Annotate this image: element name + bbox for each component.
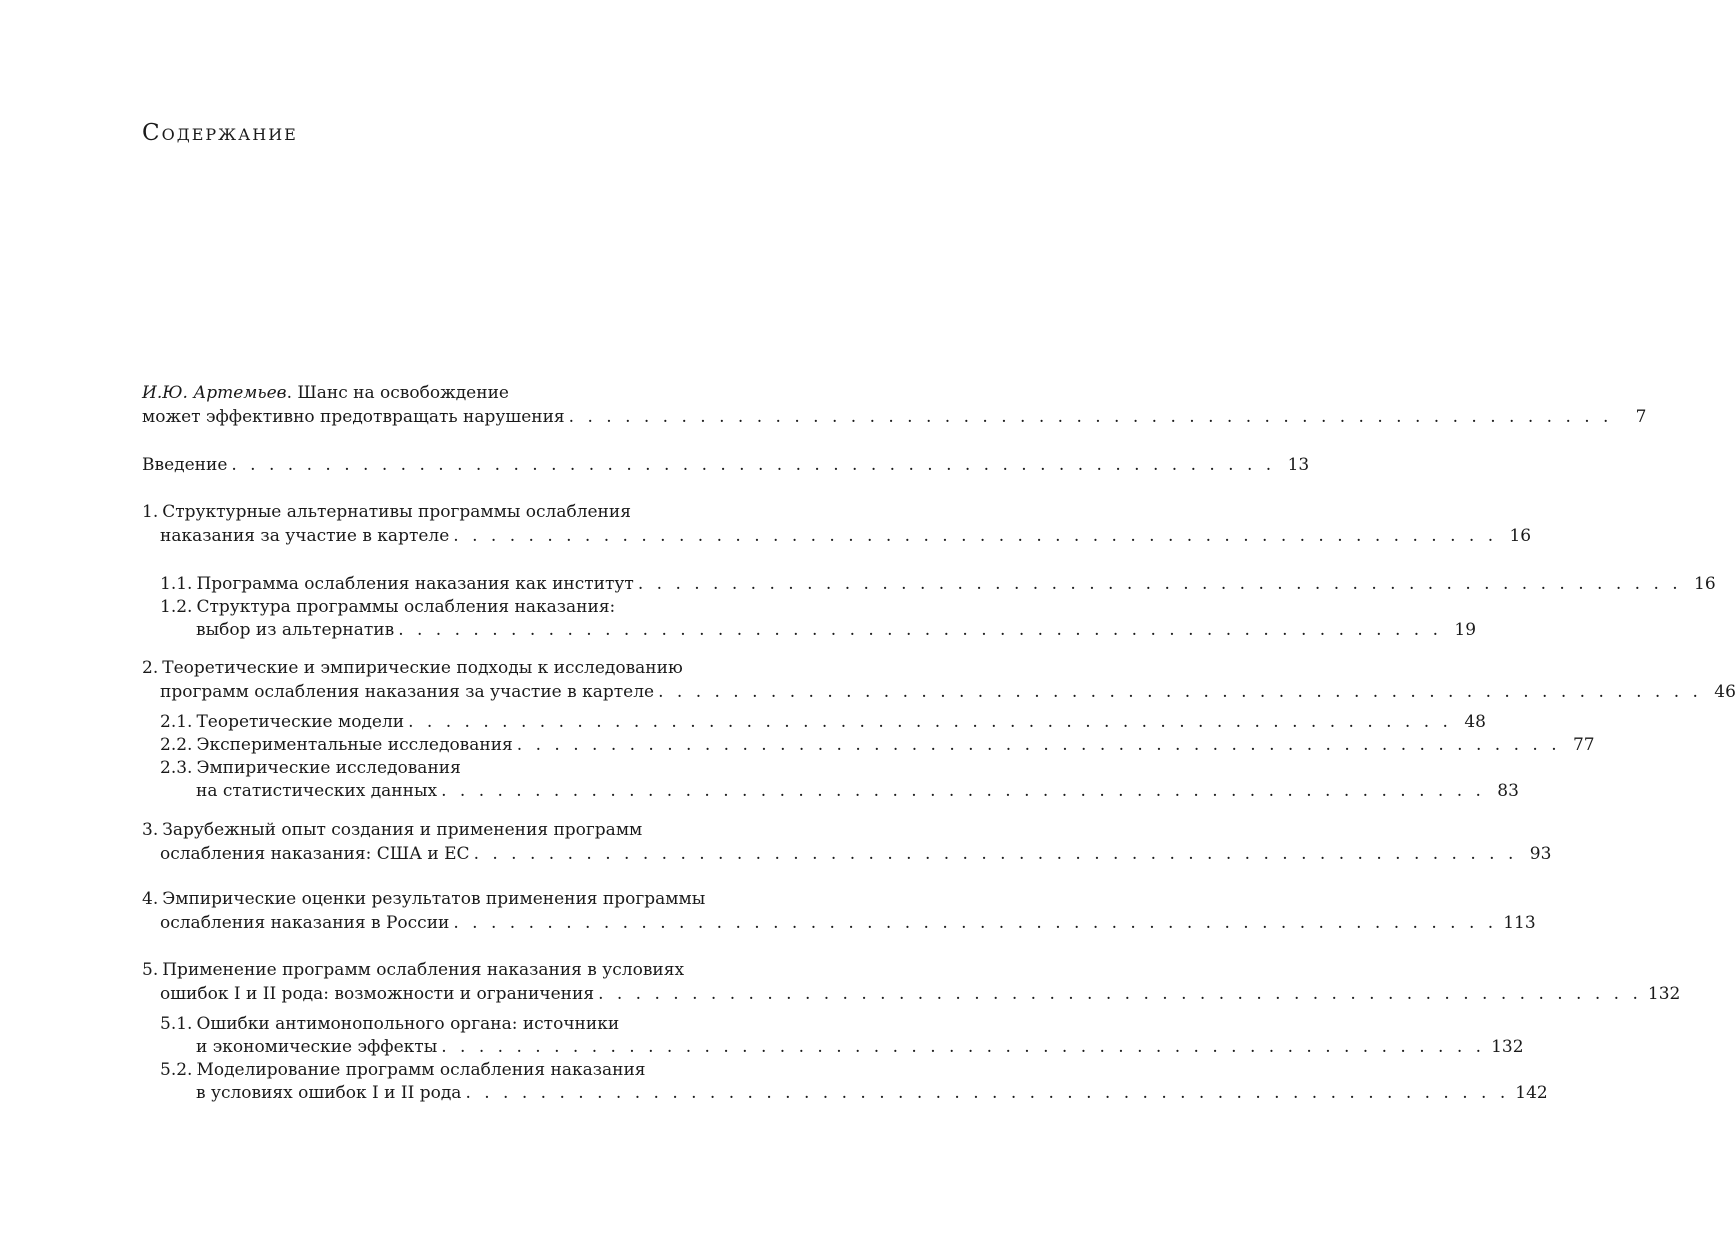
section-title-part2: выбор из альтернатив	[196, 620, 395, 640]
chapter-number: 1.	[142, 502, 159, 522]
toc-entry-ch1-s1[interactable]	[160, 572, 1716, 596]
page-number: 19	[1454, 620, 1477, 640]
page-number: 77	[1572, 735, 1595, 755]
chapter-title-part2: ослабления наказания в России	[160, 913, 450, 933]
toc-entry-ch2-line1	[142, 656, 730, 680]
toc-entry-intro[interactable]	[142, 453, 1310, 477]
section-number: 1.2.	[160, 597, 193, 617]
toc-entry-ch3-line1	[142, 818, 730, 842]
chapter-title-part2: ослабления наказания: США и ЕС	[160, 844, 470, 864]
toc-entry-ch2[interactable]	[160, 680, 1736, 704]
toc-entry-preface[interactable]	[142, 405, 1647, 429]
chapter-title-part2: ошибок I и II рода: возможности и ограничения	[160, 984, 595, 1004]
toc-entry-ch2-s2[interactable]	[160, 733, 1595, 757]
toc-entry-ch2-s1[interactable]	[160, 710, 1486, 734]
section-title-part2: и экономические эффекты	[196, 1037, 438, 1057]
toc-entry-ch1-s2[interactable]	[196, 618, 1477, 642]
leader-dots: . . . . . . . . . . . . . . . . . . . . . . . . . . . . . . . . . . . . . . . . . . . . . . . . . . . . . . . .	[516, 735, 1561, 755]
section-number: 5.1.	[160, 1014, 193, 1034]
leader-dots: . . . . . . . . . . . . . . . . . . . . . . . . . . . . . . . . . . . . . . . . . . . . . . . . . . . . . . . .	[473, 844, 1518, 864]
page-number: 46	[1714, 682, 1736, 702]
page-number: 48	[1464, 712, 1486, 732]
toc-entry-ch2-s3-line1	[160, 756, 730, 780]
leader-dots: . . . . . . . . . . . . . . . . . . . . . . . . . . . . . . . . . . . . . . . . . . . . . . . . . . . . . . . .	[568, 407, 1613, 427]
leader-dots: . . . . . . . . . . . . . . . . . . . . . . . . . . . . . . . . . . . . . . . . . . . . . . . . . . . . . . . .	[598, 984, 1642, 1004]
page-number: 142	[1515, 1083, 1548, 1103]
section-number: 2.2.	[160, 735, 193, 755]
section-title-part1: Ошибки антимонопольного органа: источники	[196, 1014, 620, 1034]
toc-entry-ch1-line1	[142, 500, 730, 524]
toc-entry-ch5-s2[interactable]	[196, 1081, 1548, 1105]
toc-entry-ch5[interactable]	[160, 982, 1681, 1006]
chapter-number: 2.	[142, 658, 159, 678]
page-number: 132	[1647, 984, 1681, 1004]
page-title: Содержание	[142, 120, 298, 146]
leader-dots: . . . . . . . . . . . . . . . . . . . . . . . . . . . . . . . . . . . . . . . . . . . . . . . . . . . . . . . .	[465, 1083, 1510, 1103]
toc-entry-ch5-s1-line1	[160, 1012, 730, 1036]
toc-entry-ch1[interactable]	[160, 524, 1532, 548]
page-number: 83	[1497, 781, 1519, 801]
toc-entry-ch5-s2-line1	[160, 1058, 730, 1082]
leader-dots: . . . . . . . . . . . . . . . . . . . . . . . . . . . . . . . . . . . . . . . . . . . . . . . . . . . . . . . .	[637, 574, 1682, 594]
chapter-title-part1: Применение программ ослабления наказания в условиях	[162, 960, 685, 980]
toc-entry-ch4-line1	[142, 887, 730, 911]
preface-title-part2: может эффективно предотвращать нарушения	[142, 407, 565, 427]
chapter-title-part1: Зарубежный опыт создания и применения программ	[162, 820, 643, 840]
leader-dots: . . . . . . . . . . . . . . . . . . . . . . . . . . . . . . . . . . . . . . . . . . . . . . . . . . . . . . . .	[453, 526, 1498, 546]
toc-entry-ch2-s3[interactable]	[196, 779, 1519, 803]
page-number: 93	[1529, 844, 1552, 864]
intro-title: Введение	[142, 455, 228, 475]
page-number: 16	[1509, 526, 1532, 546]
page-number: 16	[1694, 574, 1716, 594]
toc-entry-ch3[interactable]	[160, 842, 1552, 866]
page-number: 13	[1287, 455, 1310, 475]
section-title-part2: в условиях ошибок I и II рода	[196, 1083, 462, 1103]
leader-dots: . . . . . . . . . . . . . . . . . . . . . . . . . . . . . . . . . . . . . . . . . . . . . . . . . . . . . . . .	[231, 455, 1276, 475]
section-title-part1: Структура программы ослабления наказания:	[196, 597, 616, 617]
chapter-title-part1: Эмпирические оценки результатов применения программы	[162, 889, 706, 909]
page-number: 7	[1635, 407, 1647, 427]
page-number: 113	[1503, 913, 1536, 933]
preface-title-part1: . Шанс на освобождение	[286, 383, 509, 403]
chapter-number: 3.	[142, 820, 159, 840]
section-title: Программа ослабления наказания как институт	[196, 574, 634, 594]
leader-dots: . . . . . . . . . . . . . . . . . . . . . . . . . . . . . . . . . . . . . . . . . . . . . . . . . . . . . . . .	[453, 913, 1498, 933]
toc-entry-ch5-s1[interactable]	[196, 1035, 1524, 1059]
section-number: 2.3.	[160, 758, 193, 778]
leader-dots: . . . . . . . . . . . . . . . . . . . . . . . . . . . . . . . . . . . . . . . . . . . . . . . . . . . . . . . .	[658, 682, 1702, 702]
section-number: 5.2.	[160, 1060, 193, 1080]
toc-entry-preface-line1	[142, 381, 730, 405]
chapter-number: 5.	[142, 960, 159, 980]
section-title: Теоретические модели	[196, 712, 405, 732]
chapter-title-part2: наказания за участие в картеле	[160, 526, 450, 546]
leader-dots: . . . . . . . . . . . . . . . . . . . . . . . . . . . . . . . . . . . . . . . . . . . . . . . . . . . . . . . .	[441, 1037, 1486, 1057]
section-number: 1.1.	[160, 574, 193, 594]
leader-dots: . . . . . . . . . . . . . . . . . . . . . . . . . . . . . . . . . . . . . . . . . . . . . . . . . . . . . . . .	[441, 781, 1485, 801]
toc-entry-ch1-s2-line1	[160, 595, 730, 619]
toc-entry-ch4[interactable]	[160, 911, 1536, 935]
section-title-part2: на статистических данных	[196, 781, 438, 801]
page-number: 132	[1491, 1037, 1524, 1057]
leader-dots: . . . . . . . . . . . . . . . . . . . . . . . . . . . . . . . . . . . . . . . . . . . . . . . . . . . . . . . .	[398, 620, 1443, 640]
chapter-title-part2: программ ослабления наказания за участие в картеле	[160, 682, 655, 702]
chapter-title-part1: Теоретические и эмпирические подходы к исследованию	[162, 658, 683, 678]
chapter-title-part1: Структурные альтернативы программы ослабления	[162, 502, 631, 522]
chapter-number: 4.	[142, 889, 159, 909]
preface-author: И.Ю. Артемьев	[142, 383, 287, 403]
leader-dots: . . . . . . . . . . . . . . . . . . . . . . . . . . . . . . . . . . . . . . . . . . . . . . . . . . . . . . . .	[408, 712, 1452, 732]
toc-entry-ch5-line1	[142, 958, 730, 982]
section-title-part1: Моделирование программ ослабления наказания	[196, 1060, 646, 1080]
section-title-part1: Эмпирические исследования	[196, 758, 461, 778]
section-title: Экспериментальные исследования	[196, 735, 513, 755]
section-number: 2.1.	[160, 712, 193, 732]
